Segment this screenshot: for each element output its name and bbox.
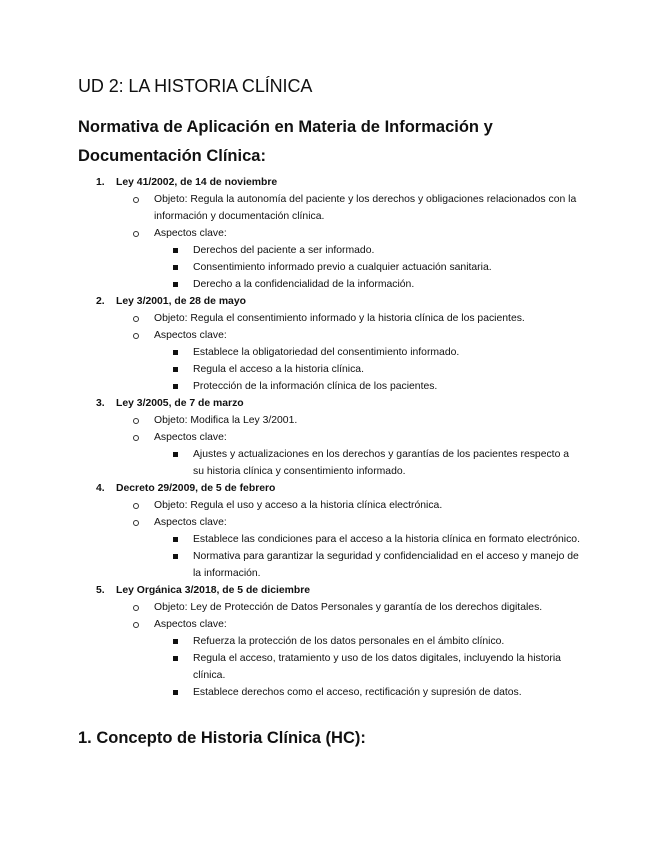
law-number: 1. (96, 177, 105, 188)
law-name: Ley Orgánica 3/2018, de 5 de diciembre (116, 585, 311, 596)
aspecto-item: Protección de la información clínica de los pacientes. (0, 378, 655, 395)
law-item (0, 293, 655, 310)
aspecto-item: Consentimiento informado previo a cualquier actuación sanitaria. (0, 259, 655, 276)
law-number: 5. (96, 585, 105, 596)
square-bullet-icon (173, 690, 178, 695)
circle-bullet-icon (133, 503, 139, 509)
circle-bullet-icon (133, 605, 139, 611)
law-objeto: Objeto: Regula el uso y acceso a la historia clínica electrónica. (0, 497, 655, 514)
law-name: Ley 3/2001, de 28 de mayo (116, 296, 246, 307)
circle-bullet-icon (133, 197, 139, 203)
circle-bullet-icon (133, 316, 139, 322)
circle-bullet-icon (133, 520, 139, 526)
law-number: 2. (96, 296, 105, 307)
circle-bullet-icon (133, 418, 139, 424)
next-section-heading: 1. Concepto de Historia Clínica (HC): (78, 729, 366, 747)
aspecto-item: Establece derechos como el acceso, rectificación y supresión de datos. (0, 684, 655, 701)
aspecto-item: Ajustes y actualizaciones en los derechos y garantías de los pacientes respecto a su historia clínica y consentimiento informado. (0, 446, 655, 480)
aspecto-item: Establece las condiciones para el acceso a la historia clínica en formato electrónico. (0, 531, 655, 548)
square-bullet-icon (173, 554, 178, 559)
page-title: UD 2: LA HISTORIA CLÍNICA (78, 76, 313, 96)
aspecto-item: Normativa para garantizar la seguridad y confidencialidad en el acceso y manejo de la información. (0, 548, 655, 582)
law-item (0, 174, 655, 191)
square-bullet-icon (173, 384, 178, 389)
law-aspectos-label: Aspectos clave: (0, 327, 655, 344)
circle-bullet-icon (133, 333, 139, 339)
aspecto-item: Refuerza la protección de los datos personales en el ámbito clínico. (0, 633, 655, 650)
law-item (0, 480, 655, 497)
law-objeto: Objeto: Regula la autonomía del paciente y los derechos y obligaciones relacionados con la información y documentación clínica. (0, 191, 655, 225)
law-aspectos-label: Aspectos clave: (0, 429, 655, 446)
law-item (0, 395, 655, 412)
law-objeto: Objeto: Regula el consentimiento informado y la historia clínica de los pacientes. (0, 310, 655, 327)
circle-bullet-icon (133, 622, 139, 628)
law-name: Decreto 29/2009, de 5 de febrero (116, 483, 276, 494)
square-bullet-icon (173, 656, 178, 661)
aspecto-item: Derechos del paciente a ser informado. (0, 242, 655, 259)
square-bullet-icon (173, 639, 178, 644)
law-number: 3. (96, 398, 105, 409)
law-objeto: Objeto: Ley de Protección de Datos Personales y garantía de los derechos digitales. (0, 599, 655, 616)
law-objeto: Objeto: Modifica la Ley 3/2001. (0, 412, 655, 429)
law-name: Ley 3/2005, de 7 de marzo (116, 398, 244, 409)
laws-list (0, 174, 655, 701)
square-bullet-icon (173, 537, 178, 542)
square-bullet-icon (173, 282, 178, 287)
square-bullet-icon (173, 265, 178, 270)
square-bullet-icon (173, 350, 178, 355)
square-bullet-icon (173, 452, 178, 457)
aspecto-item: Regula el acceso, tratamiento y uso de los datos digitales, incluyendo la historia clínica. (0, 650, 655, 684)
law-aspectos-label: Aspectos clave: (0, 225, 655, 242)
law-name: Ley 41/2002, de 14 de noviembre (116, 177, 278, 188)
circle-bullet-icon (133, 435, 139, 441)
aspecto-item: Regula el acceso a la historia clínica. (0, 361, 655, 378)
law-aspectos-label: Aspectos clave: (0, 514, 655, 531)
aspecto-item: Establece la obligatoriedad del consentimiento informado. (0, 344, 655, 361)
section-heading: Normativa de Aplicación en Materia de Información y Documentación Clínica: (78, 118, 493, 165)
square-bullet-icon (173, 248, 178, 253)
circle-bullet-icon (133, 231, 139, 237)
law-aspectos-label: Aspectos clave: (0, 616, 655, 633)
law-item (0, 582, 655, 599)
aspecto-item: Derecho a la confidencialidad de la información. (0, 276, 655, 293)
square-bullet-icon (173, 367, 178, 372)
law-number: 4. (96, 483, 105, 494)
